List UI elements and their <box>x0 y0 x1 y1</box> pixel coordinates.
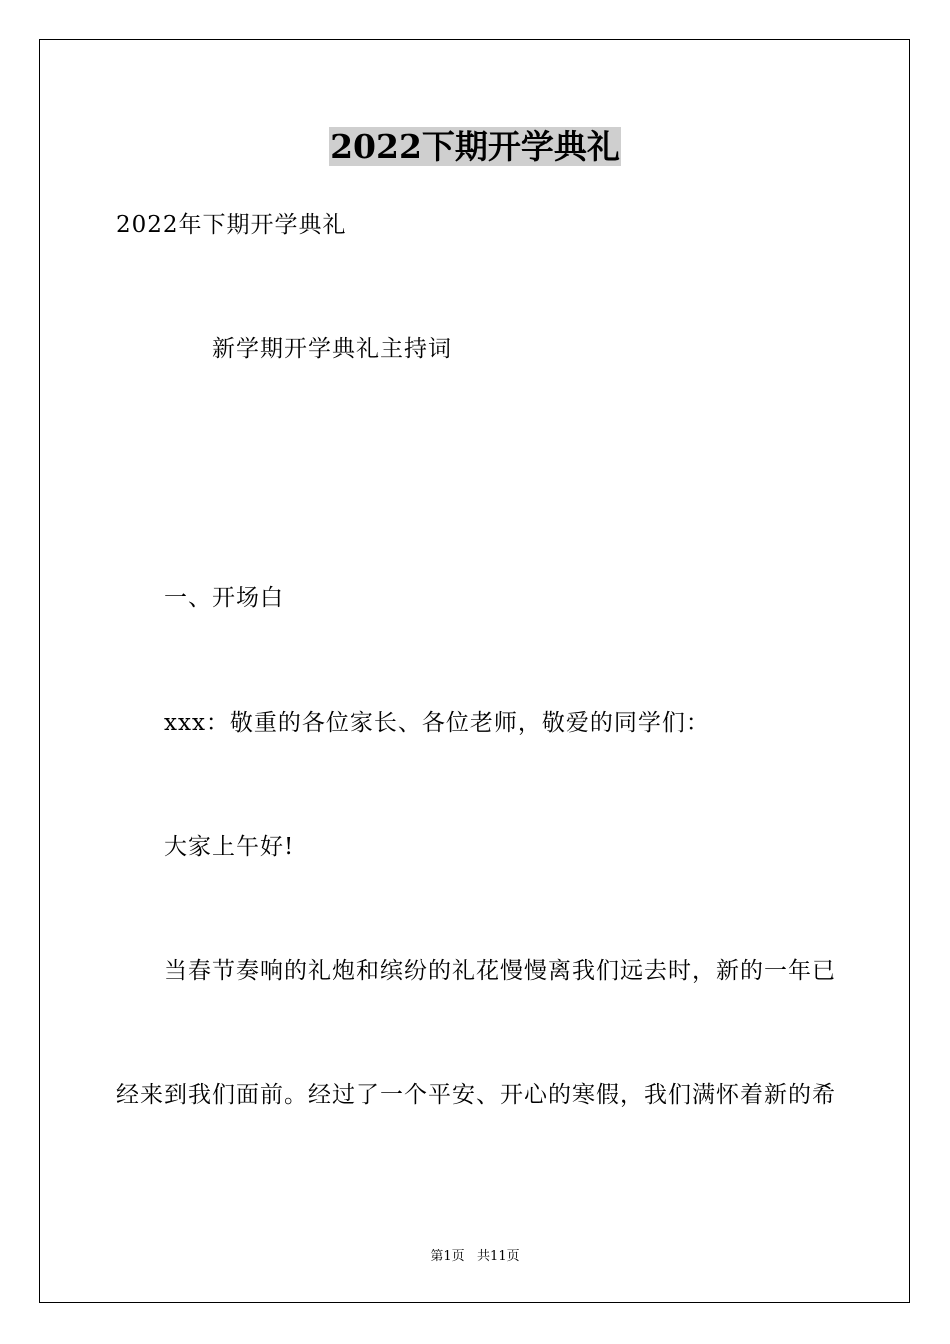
document-subtitle: 2022年下期开学典礼 <box>116 212 347 238</box>
page-footer: 第1页 共11页 <box>430 1249 520 1264</box>
document-title <box>0 124 950 170</box>
section-title: 一、开场白 <box>164 585 284 611</box>
paragraph-line: 经来到我们面前。经过了一个平安、开心的寒假，我们满怀着新的希 <box>116 1082 836 1108</box>
section-heading: 新学期开学典礼主持词 <box>212 336 452 362</box>
paragraph: xxx：敬重的各位家长、各位老师，敬爱的同学们： <box>164 710 710 736</box>
paragraph: 大家上午好! <box>164 834 295 860</box>
document-title-text: 2022下期开学典礼 <box>330 127 620 166</box>
paragraph-line: 当春节奏响的礼炮和缤纷的礼花慢慢离我们远去时，新的一年已 <box>164 958 836 984</box>
